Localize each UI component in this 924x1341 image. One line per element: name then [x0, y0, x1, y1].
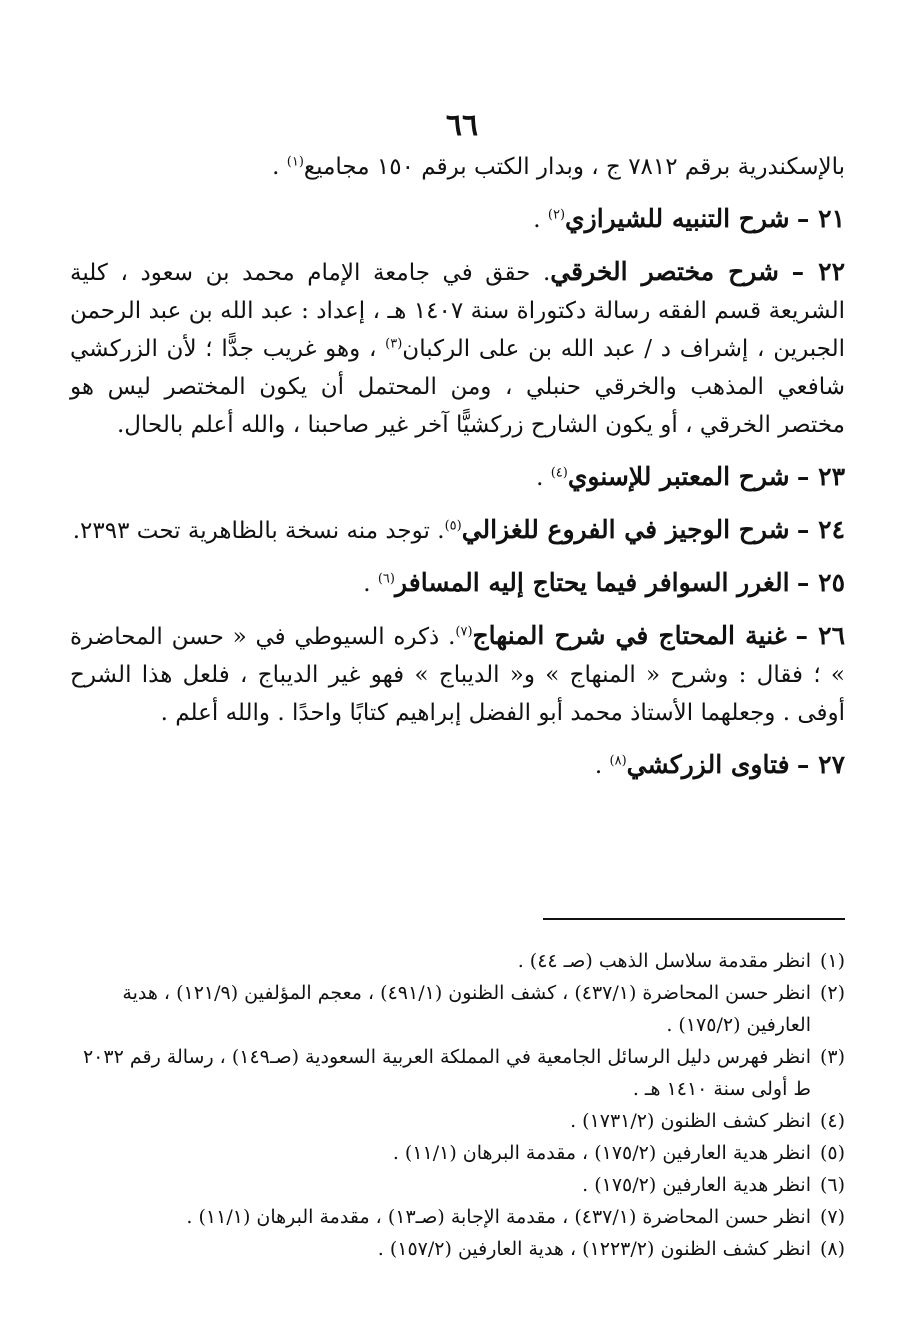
- entry-text-continued: ، وهو غريب جدًّا ؛ لأن الزركشي شافعي المذهب والخرقي حنبلي ، ومن المحتمل أن يكون المختصر ليس هو مختصر الخرقي ، أو يكون الشارح زركشيًّا آخر غير صاحبنا ، والله أعلم بالحال.: [70, 336, 845, 438]
- footnote-ref: (٢): [547, 207, 566, 223]
- entry-text: . ذكره السيوطي في « حسن المحاضرة » ؛ فقال : وشرح « المنهاج » و« الديباج » فهو غير الديباج ، فلعل هذا الشرح أوفى . وجعلهما الأستاذ محمد أبو الفضل إبراهيم كتابًا واحدًا . والله أعلم .: [70, 624, 845, 726]
- footnote-marker: (٤): [819, 1110, 845, 1132]
- footnote-ref: (٤): [550, 465, 568, 481]
- entry-number: ٢٤ –: [796, 515, 845, 544]
- footnote-3: [80, 1041, 845, 1105]
- footnote-marker: (٣): [819, 1046, 845, 1068]
- entry-26: [70, 617, 845, 732]
- footnote-marker: (٥): [819, 1142, 845, 1164]
- entry-22: [70, 253, 845, 444]
- entry-number: ٢١ –: [796, 204, 845, 233]
- footnote-ref: (٣): [385, 336, 403, 352]
- footnote-4: [80, 1105, 845, 1137]
- footnote-marker: (٨): [819, 1238, 845, 1260]
- footnote-text: انظر هدية العارفين (١٧٥/٢) ، مقدمة البرهان (١١/١) .: [392, 1142, 811, 1164]
- continuation-end: .: [272, 154, 287, 180]
- footnote-marker: (٦): [819, 1174, 845, 1196]
- footnote-text: انظر حسن المحاضرة (٤٣٧/١) ، مقدمة الإجابة (صـ١٣) ، مقدمة البرهان (١١/١) .: [186, 1206, 811, 1228]
- entry-21: [70, 200, 845, 239]
- footnote-text: انظر حسن المحاضرة (٤٣٧/١) ، كشف الظنون (٤٩١/١) ، معجم المؤلفين (١٢١/٩) ، هدية العارفين (١٧٥/٢) .: [122, 982, 811, 1036]
- footnote-text: انظر هدية العارفين (١٧٥/٢) .: [582, 1174, 811, 1196]
- entry-27: [70, 746, 845, 785]
- entry-number: ٢٦ –: [795, 621, 845, 650]
- entry-text: .: [536, 465, 551, 491]
- entry-title: فتاوى الزركشي: [626, 750, 790, 779]
- footnote-ref: (١): [286, 154, 304, 170]
- entry-number: ٢٥ –: [796, 568, 845, 597]
- continuation-text: بالإسكندرية برقم ٧٨١٢ ج ، وبدار الكتب برقم ١٥٠ مجاميع: [303, 154, 845, 180]
- footnote-ref: (٥): [444, 518, 462, 534]
- footnote-8: [80, 1233, 845, 1265]
- footnote-1: [80, 945, 845, 977]
- footnote-7: [80, 1201, 845, 1233]
- footnote-ref: (٦): [377, 571, 395, 587]
- footnote-ref: (٨): [609, 753, 627, 769]
- entry-number: ٢٧ –: [796, 750, 845, 779]
- continuation-paragraph: [70, 148, 845, 186]
- footnotes: [80, 945, 845, 1265]
- footnote-5: [80, 1137, 845, 1169]
- entry-title: الغرر السوافر فيما يحتاج إليه المسافر: [394, 568, 790, 597]
- entry-text: . حقق في جامعة الإمام محمد بن سعود ، كلية الشريعة قسم الفقه رسالة دكتوراة سنة ١٤٠٧ هـ ، إعداد : عبد الله بن عبد الرحمن الجبرين ، إشراف د / عبد الله بن على الركبان: [70, 260, 846, 362]
- entry-text: .: [594, 753, 610, 779]
- footnote-text: انظر كشف الظنون (١٢٢٣/٢) ، هدية العارفين (١٥٧/٢) .: [377, 1238, 811, 1260]
- entry-title: شرح الوجيز في الفروع للغزالي: [461, 515, 790, 544]
- footnote-2: [80, 977, 845, 1041]
- entry-title: شرح المعتبر للإسنوي: [567, 462, 790, 491]
- footnote-ref: (٧): [455, 624, 473, 640]
- entry-24: [70, 511, 845, 550]
- entry-text: .: [363, 571, 378, 597]
- entry-title: شرح مختصر الخرقي: [550, 257, 779, 286]
- entry-number: ٢٢ –: [791, 257, 845, 286]
- page-number: ٦٦: [445, 108, 479, 143]
- entry-text: . توجد منه نسخة بالظاهرية تحت ٢٣٩٣.: [72, 518, 445, 544]
- footnote-text: انظر كشف الظنون (١٧٣١/٢) .: [570, 1110, 811, 1132]
- footnote-text: انظر فهرس دليل الرسائل الجامعية في المملكة العربية السعودية (صـ١٤٩) ، رسالة رقم ٢٠٣٢ ط أولى سنة ١٤١٠ هـ .: [82, 1046, 811, 1100]
- footnote-6: [80, 1169, 845, 1201]
- footnote-marker: (١): [819, 950, 845, 972]
- footnote-marker: (٧): [819, 1206, 845, 1228]
- entry-title: شرح التنبيه للشيرازي: [565, 204, 790, 233]
- footnote-text: انظر مقدمة سلاسل الذهب (صـ ٤٤) .: [517, 950, 811, 972]
- footnote-divider: [543, 918, 845, 920]
- entry-23: [70, 458, 845, 497]
- entry-number: ٢٣ –: [796, 462, 845, 491]
- footnote-marker: (٢): [819, 982, 845, 1004]
- entry-text: .: [533, 207, 548, 233]
- entry-25: [70, 564, 845, 603]
- main-text: [70, 148, 845, 799]
- entry-title: غنية المحتاج في شرح المنهاج: [472, 621, 787, 650]
